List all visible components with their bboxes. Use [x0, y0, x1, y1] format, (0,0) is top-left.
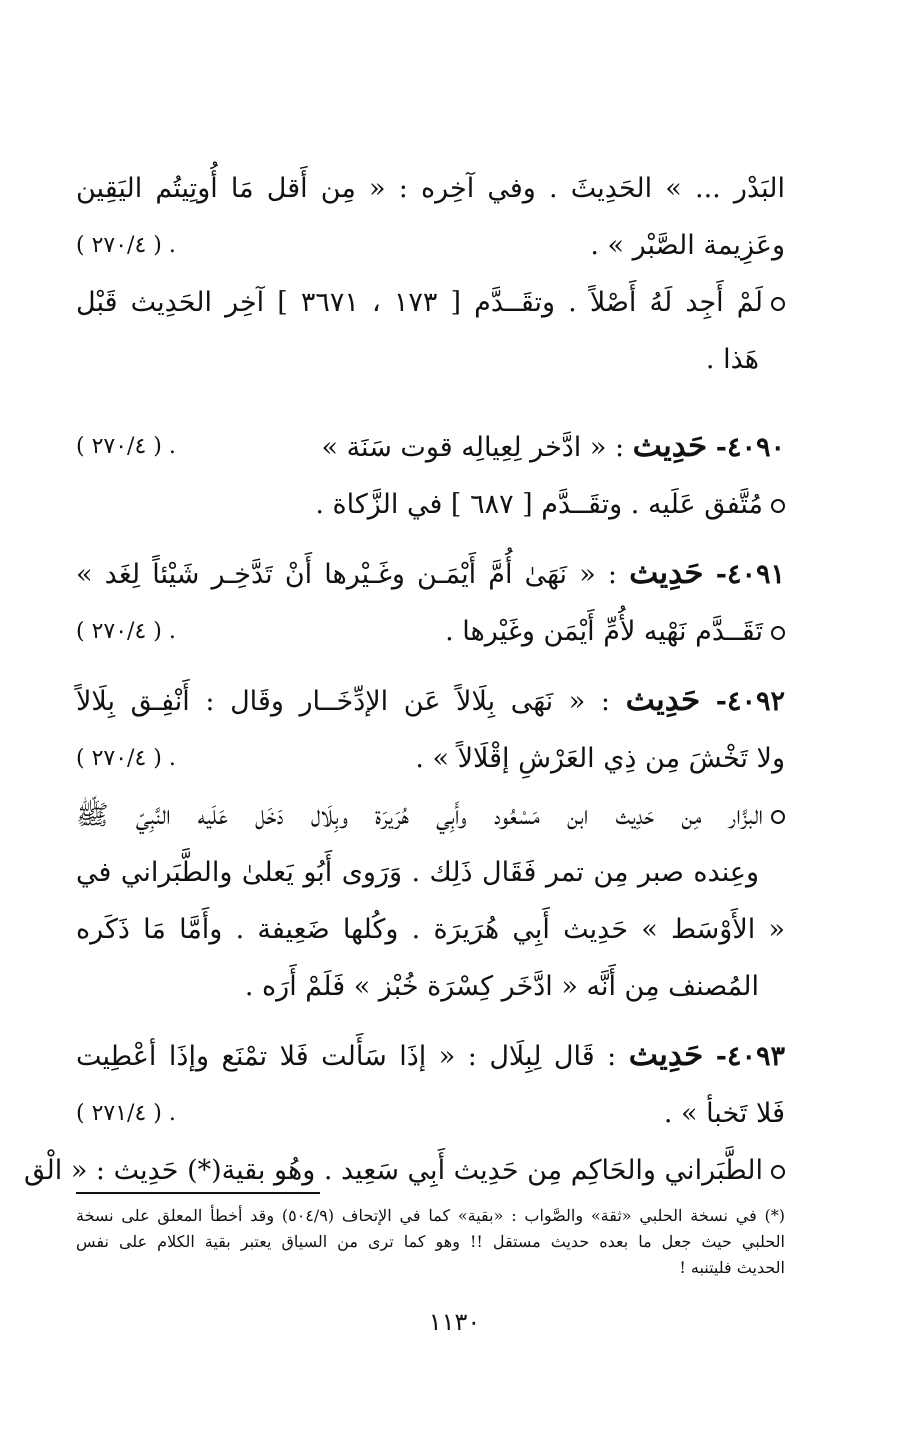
commentary-line: تَقَــدَّم نَهْيه لأُمِّ أَيْمَن وغَيْرها .	[76, 603, 785, 660]
commentary-line: الطَّبَراني والحَاكِم مِن حَدِيث أَبِي سَعِيد . وهُو بقية(*) حَدِيث : « الْق	[76, 1142, 785, 1199]
source-reference: ( ٢٧٠/٤ ) .	[76, 619, 176, 644]
hadith-entry-header: ٤٠٩٣- حَدِيث : قَال لِبِلَال : « إذَا سَأَلت فَلا تمْنَع وإذَا أعْطِيت	[76, 1037, 786, 1073]
hadith-entry-header: ٤٠٩٠- حَدِيث : « ادَّخر لِعِيالِه قوت سَنَة » ( ٢٧٠/٤ ) .	[76, 418, 785, 476]
circle-bullet-icon	[771, 810, 785, 824]
entry-text-line: ولا تَخْشَ مِن ذِي العَرْشِ إقْلَالاً » . ( ٢٧٠/٤ ) .	[76, 730, 785, 787]
hadith-text: « نَهَى بِلَالاً عَن الإدِّخَــار وقَال : أَنْفِـق بِلَالاً	[76, 686, 586, 717]
hadith-entry-header: ٤٠٩١- حَدِيث : « نَهَىٰ أُمَّ أَيْمَـن وغَـيْرها أَنْ تَدَّخِـر شَيْئاً لِغَد »	[76, 555, 785, 591]
source-reference: ( ٢٧١/٤ ) .	[76, 1101, 176, 1126]
commentary-line: لَمْ أَجِد لَهُ أَصْلاً . وتقَــدَّم [ ١٧٣ ، ٣٦٧١ ] آخِر الحَدِيث قَبْل	[76, 274, 785, 331]
entry-text-line: فَلا تَخبأ » . ( ٢٧١/٤ ) .	[76, 1085, 785, 1142]
page-number: ١١٣٠	[428, 1308, 481, 1336]
hadith-text: قَال لِبِلَال : « إذَا سَأَلت فَلا تمْنَع وإذَا أعْطِيت	[76, 1041, 595, 1072]
commentary-line: « الأَوْسَط » حَدِيث أَبِي هُرَيرَة . وكُلها ضَعِيفة . وأَمَّا مَا ذَكَره	[76, 914, 785, 945]
commentary-line: المُصنف مِن أَنَّه « ادَّخَر كِسْرَة خُبْز » فَلَمْ أَرَه .	[244, 971, 759, 1002]
hadith-label: حَدِيث	[632, 428, 708, 464]
commentary-line: البزَّار مِن حَدِيث ابن مَسْعُود وأَبِي هُرَيرَة وبِلَال دَخَل عَلَيه النَّبِيّ ﷺ	[76, 787, 785, 844]
hadith-entry-header: ٤٠٩٢- حَدِيث : « نَهَى بِلَالاً عَن الإدِّخَــار وقَال : أَنْفِـق بِلَالاً	[76, 682, 785, 718]
footnote-separator	[76, 1192, 320, 1194]
hadith-number: ٤٠٩٢-	[715, 686, 785, 717]
footnote-line: الحلبي حيث جعل ما بعده حديث مستقل !! وهو كما ترى من السياق يعتبر بقية الكلام على نفس	[76, 1232, 785, 1251]
source-reference: ( ٢٧٠/٤ ) .	[76, 233, 176, 258]
footnote	[76, 1203, 785, 1281]
entry-text-line: وعَزِيمة الصَّبْر » . ( ٢٧٠/٤ ) .	[76, 217, 785, 274]
source-reference: ( ٢٧٠/٤ ) .	[76, 434, 176, 459]
circle-bullet-icon	[771, 499, 785, 513]
entry-text-line: البَدْر ... » الحَدِيثَ . وفي آخِره : « مِن أَقل مَا أُوتِيتُم اليَقِين	[76, 173, 785, 204]
hadith-number: ٤٠٩٣-	[715, 1041, 786, 1072]
footnote-line: الحديث فليتنبه !	[679, 1258, 785, 1277]
commentary-line: مُتَّفق عَلَيه . وتقَــدَّم [ ٦٨٧ ] في الزَّكاة .	[76, 476, 785, 533]
hadith-label: حَدِيث	[629, 555, 704, 591]
hadith-label: حَدِيث	[625, 682, 701, 718]
source-reference: ( ٢٧٠/٤ ) .	[76, 746, 176, 771]
hadith-number: ٤٠٩٠-	[715, 432, 785, 463]
commentary-line: هَذا .	[705, 344, 759, 375]
hadith-text: « نَهَىٰ أُمَّ أَيْمَـن وغَـيْرها أَنْ تَدَّخِـر شَيْئاً لِغَد »	[76, 559, 596, 590]
circle-bullet-icon	[771, 297, 785, 311]
hadith-text: « ادَّخر لِعِيالِه قوت سَنَة »	[321, 432, 607, 463]
hadith-label: حَدِيث	[628, 1037, 704, 1073]
footnote-line: (*) في نسخة الحلبي «ثقة» والصَّواب : «بقية» كما في الإتحاف (٥٠٤/٩) وقد أخطأ المعلق على نسخة	[76, 1206, 785, 1225]
commentary-line: وعِنده صبر مِن تمر فَقَال ذَلِك . وَرَوى أَبُو يَعلىٰ والطَّبَراني في	[76, 857, 759, 888]
circle-bullet-icon	[771, 1165, 785, 1179]
hadith-number: ٤٠٩١-	[715, 559, 785, 590]
circle-bullet-icon	[771, 626, 785, 640]
